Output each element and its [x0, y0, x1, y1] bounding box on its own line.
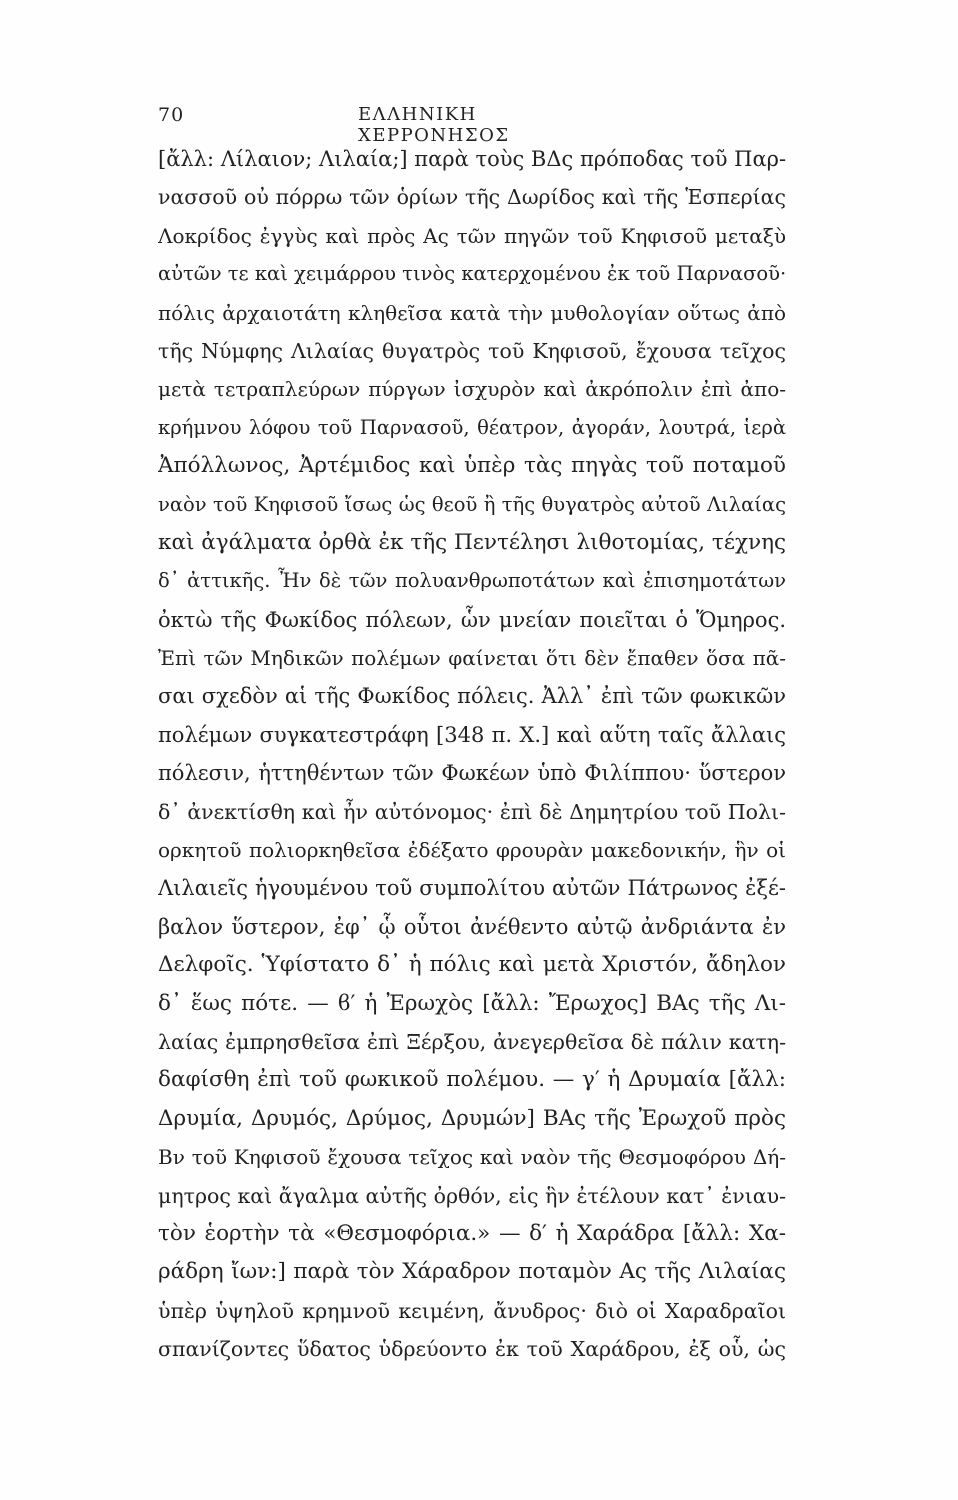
page-number: 70 [158, 104, 185, 126]
running-title: ΕΛΛΗΝΙΚΗ ΧΕΡΡΟΝΗΣΟΣ [358, 104, 510, 146]
text-line: ὀκτὼ τῆς Φωκίδος πόλεων, ὧν μνείαν ποιεῖται ὁ Ὅμηρος. [158, 607, 786, 632]
text-line: τῆς Νύμφης Λιλαίας θυγατρὸς τοῦ Κηφισοῦ, ἔχουσα τεῖχος [158, 338, 786, 363]
text-line: δαφίσθη ἐπὶ τοῦ φωκικοῦ πολέμου. — γ′ ἡ Δρυμαία [ἄλλ: [158, 1067, 786, 1093]
text-line: μετὰ τετραπλεύρων πύργων ἰσχυρὸν καὶ ἀκρόπολιν ἐπὶ ἀπο- [158, 377, 786, 402]
text-line: σπανίζοντες ὕδατος ὑδρεύοντο ἐκ τοῦ Χαράδρου, ἐξ οὗ, ὡς [158, 1337, 786, 1362]
text-line: καὶ ἀγάλματα ὀρθὰ ἐκ τῆς Πεντέλησι λιθοτομίας, τέχνης [158, 529, 786, 555]
text-line: πόλεσιν, ἡττηθέντων τῶν Φωκέων ὑπὸ Φιλίππου· ὕστερον [158, 761, 786, 786]
text-line: ὑπὲρ ὑψηλοῦ κρημνοῦ κειμένη, ἄνυδρος· διὸ οἱ Χαραδραῖοι [158, 1298, 786, 1323]
text-line: αὐτῶν τε καὶ χειμάρρου τινὸς κατερχομένου ἐκ τοῦ Παρνασοῦ· [158, 262, 786, 286]
text-line: ορκητοῦ πολιορκηθεῖσα ἐδέξατο φρουρὰν μακεδονικήν, ἣν οἱ [158, 838, 786, 863]
text-line: Λιλαιεῖς ἡγουμένου τοῦ συμπολίτου αὐτῶν Πάτρωνος ἐξέ- [158, 876, 786, 901]
text-line: δ᾿ ἀνεκτίσθη καὶ ἦν αὐτόνομος· ἐπὶ δὲ Δημητρίου τοῦ Πολι- [158, 799, 786, 824]
body-text [158, 140, 786, 1369]
text-line: Ἀπόλλωνος, Ἀρτέμιδος καὶ ὑπὲρ τὰς πηγὰς τοῦ ποταμοῦ [158, 453, 786, 479]
text-line: σαι σχεδὸν αἱ τῆς Φωκίδος πόλεις. Ἀλλ᾿ ἐπὶ τῶν φωκικῶν [158, 684, 786, 709]
text-line: Δρυμία, Δρυμός, Δρύμος, Δρυμών] ΒΑς τῆς Ἐρωχοῦ πρὸς [158, 1105, 786, 1131]
text-line: [ἄλλ: Λίλαιον; Λιλαία;] παρὰ τοὺς ΒΔς πρόποδας τοῦ Παρ- [158, 147, 786, 171]
text-line: μητρος καὶ ἄγαλμα αὐτῆς ὀρθόν, εἰς ἣν ἐτέλουν κατ᾿ ἐνιαυ- [158, 1183, 786, 1208]
text-line: δ᾿ ἕως πότε. — ϐ′ ἡ Ἐρωχὸς [ἄλλ: Ἔρωχος] ΒΑς τῆς Λι- [158, 990, 786, 1016]
text-line: Ἐπὶ τῶν Μηδικῶν πολέμων φαίνεται ὅτι δὲν ἔπαθεν ὅσα πᾶ- [158, 646, 786, 671]
page-header [158, 104, 786, 146]
text-line: Βν τοῦ Κηφισοῦ ἔχουσα τεῖχος καὶ ναὸν τῆς Θεσμοφόρου Δή- [158, 1145, 786, 1170]
text-line: πολέμων συγκατεστράφη [348 π. Χ.] καὶ αὕτη ταῖς ἄλλαις [158, 722, 786, 747]
text-line: δ᾿ ἀττικῆς. Ἦν δὲ τῶν πολυανθρωποτάτων καὶ ἐπισημοτάτων [158, 569, 786, 593]
text-line: ναὸν τοῦ Κηφισοῦ ἴσως ὡς θεοῦ ἢ τῆς θυγατρὸς αὐτοῦ Λιλαίας [158, 492, 786, 516]
text-line: κρήμνου λόφου τοῦ Παρνασοῦ, θέατρον, ἀγοράν, λουτρά, ἱερὰ [158, 415, 786, 439]
text-line: πόλις ἀρχαιοτάτη κληθεῖσα κατὰ τὴν μυθολογίαν οὕτως ἀπὸ [158, 300, 786, 325]
text-line: Λοκρίδος ἐγγὺς καὶ πρὸς Ας τῶν πηγῶν τοῦ Κηφισοῦ μεταξὺ [158, 223, 786, 248]
text-line: τὸν ἑορτὴν τὰ «Θεσμοφόρια.» — δ′ ἡ Χαράδρα [ἄλλ: Χα- [158, 1220, 786, 1246]
text-line: Δελφοῖς. Ὑφίστατο δ᾿ ἡ πόλις καὶ μετὰ Χριστόν, ἄδηλον [158, 952, 786, 978]
text-line: λαίας ἐμπρησθεῖσα ἐπὶ Ξέρξου, ἀνεγερθεῖσα δὲ πάλιν κατη- [158, 1029, 786, 1054]
text-line: ράδρη ἴων:] παρὰ τὸν Χάραδρον ποταμὸν Ας τῆς Λιλαίας [158, 1259, 786, 1285]
text-line: νασσοῦ οὐ πόρρω τῶν ὁρίων τῆς Δωρίδος καὶ τῆς Ἑσπερίας [158, 185, 786, 210]
text-line: βαλον ὕστερον, ἐφ᾿ ᾧ οὗτοι ἀνέθεντο αὐτῷ ἀνδριάντα ἐν [158, 914, 786, 939]
